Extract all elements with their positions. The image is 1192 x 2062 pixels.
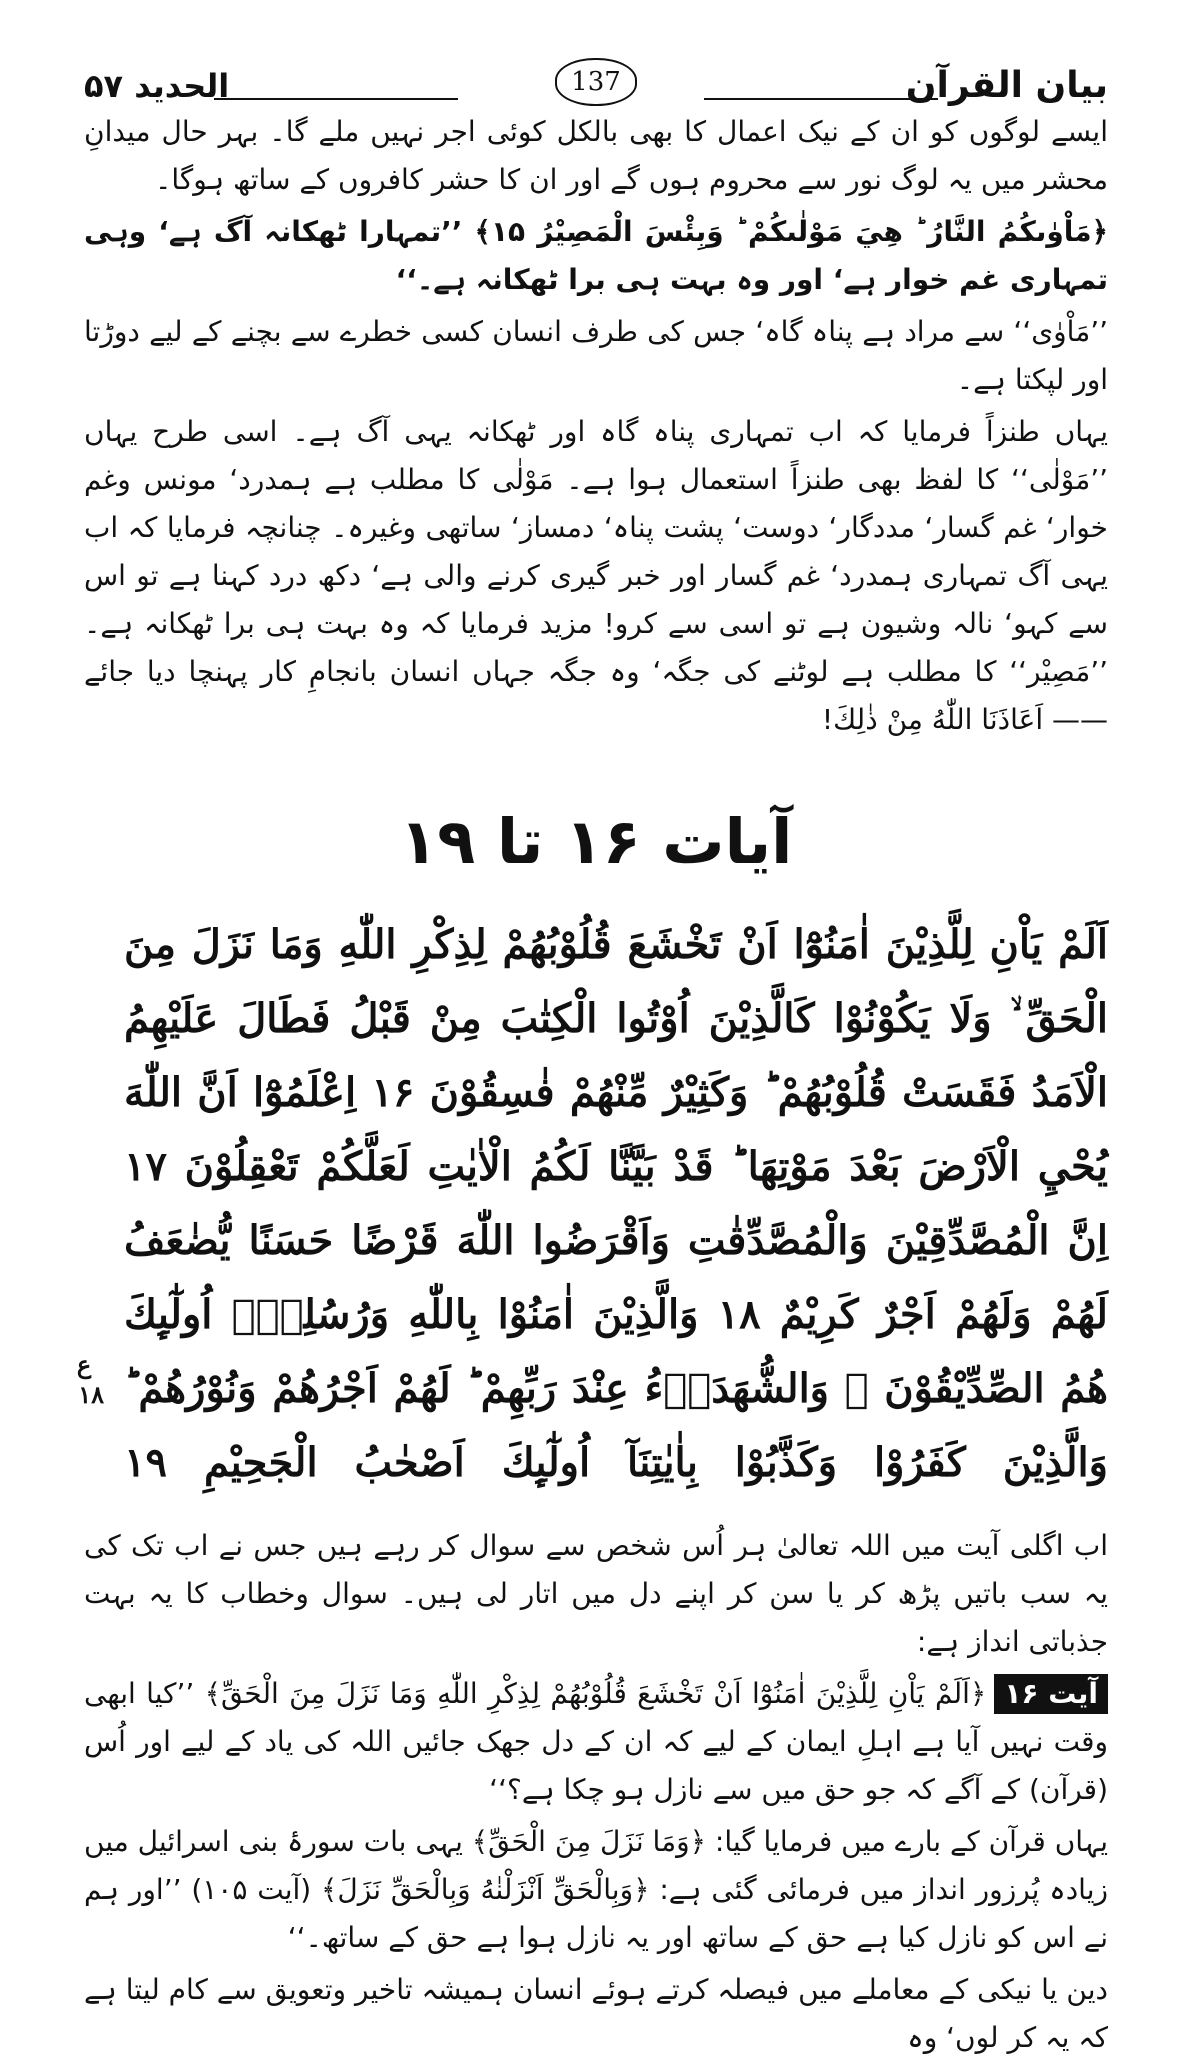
page-number: 137 <box>555 58 637 106</box>
page-header <box>84 40 1108 106</box>
intro-section <box>84 108 1108 744</box>
commentary-intro: اب اگلی آیت میں اللہ تعالیٰ ہر اُس شخص سے سوال کر رہے ہیں جس نے اب تک کی یہ سب باتیں پڑھ کر یا سن کر اپنے دل میں اتار لی ہیں۔ سوال وخطاب کا یہ بہت جذباتی انداز ہے: <box>84 1529 1108 1658</box>
verse-16-text: ﴿اَلَمْ يَاْنِ لِلَّذِيْنَ اٰمَنُوْٓا اَنْ تَخْشَعَ قُلُوْبُهُمْ لِذِكْرِ اللّٰهِ وَمَا نَزَلَ مِنَ الْحَقِّ﴾ ’’کیا ابھی وقت نہیں آیا ہے اہلِ ایمان کے لیے کہ ان کے دل جھک جائیں اللہ کی یاد کے لیے اور اُس (قرآن) کے آگے کہ جو حق میں سے نازل ہو چکا ہے؟‘‘ <box>84 1677 1108 1806</box>
book-title: بیان القرآن <box>905 65 1108 106</box>
intro-paragraph: ’’مَاْوٰی‘‘ سے مراد ہے پناہ گاہ‘ جس کی طرف انسان کسی خطرے سے بچنے کے لیے دوڑتا اور لپکتا ہے۔ <box>84 315 1108 396</box>
header-rule-left <box>214 98 458 100</box>
header-rule-right <box>704 98 938 100</box>
closing-paragraph: دین یا نیکی کے معاملے میں فیصلہ کرتے ہوئے انسان ہمیشہ تاخیر وتعویق سے کام لیتا ہے کہ یہ کر لوں‘ وہ <box>84 1973 1108 2054</box>
intro-paragraph: یہاں طنزاً فرمایا کہ اب تمہاری پناہ گاہ اور ٹھکانہ یہی آگ ہے۔ اسی طرح یہاں ’’مَوْلٰی‘‘ کا لفظ بھی طنزاً استعمال ہوا ہے۔ مَوْلٰی کا مطلب ہے ہمدرد‘ مونس وغم خوار‘ غم گسار‘ مددگار‘ دوست‘ پشت پناہ‘ دمساز‘ ساتھی وغیرہ۔ چنانچہ فرمایا کہ اب یہی آگ تمہاری ہمدرد‘ غم گسار اور خبر گیری کرنے والی ہے‘ دکھ درد کہنا ہے تو اس سے کہو‘ نالہ وشیون ہے تو اسی سے کرو! مزید فرمایا کہ وہ بہت ہی برا ٹھکانہ ہے۔ ’’مَصِيْر‘‘ کا مطلب ہے لوٹنے کی جگہ‘ وہ جگہ جہاں انسان بانجامِ کار پہنچا دیا جائے —— اَعَاذَنَا اللّٰهُ مِنْ ذٰلِكَ! <box>84 415 1108 736</box>
arabic-verses-block <box>76 908 1109 1500</box>
quoted-verse-15: ﴿مَاْوٰىكُمُ النَّارُ ؕ هِيَ مَوْلٰىكُمْ ؕ وَبِئْسَ الْمَصِيْرُ ۱۵﴾ ’’تمہارا ٹھکانہ آگ ہے‘ وہی تمہاری غم خوار ہے‘ اور وہ بہت ہی برا ٹھکانہ ہے۔‘‘ <box>84 215 1108 296</box>
surah-label: الحدید ۵۷ <box>84 67 230 105</box>
verse-label-badge: آیت ۱۶ <box>994 1674 1108 1714</box>
section-title: آیات ۱۶ تا ۱۹ <box>399 805 793 878</box>
closing-paragraph: یہاں قرآن کے بارے میں فرمایا گیا: ﴿وَمَا نَزَلَ مِنَ الْحَقِّ﴾ یہی بات سورۂ بنی اسرائیل میں زیادہ پُرزور انداز میں فرمائی گئی ہے: ﴿وَبِالْحَقِّ اَنْزَلْنٰهُ وَبِالْحَقِّ نَزَلَ﴾ (آیت ۱۰۵) ’’اور ہم نے اس کو نازل کیا ہے حق کے ساتھ اور یہ نازل ہوا ہے حق کے ساتھ۔‘‘ <box>84 1825 1109 1954</box>
arabic-verses-text: اَلَمْ يَاْنِ لِلَّذِيْنَ اٰمَنُوْٓا اَنْ تَخْشَعَ قُلُوْبُهُمْ لِذِكْرِ اللّٰهِ وَمَا نَزَلَ مِنَ الْحَقِّ ۙ وَلَا يَكُوْنُوْا كَالَّذِيْنَ اُوْتُوا الْكِتٰبَ مِنْ قَبْلُ فَطَالَ عَلَيْهِمُ الْاَمَدُ فَقَسَتْ قُلُوْبُهُمْ ؕ وَكَثِيْرٌ مِّنْهُمْ فٰسِقُوْنَ ۱۶ اِعْلَمُوْٓا اَنَّ اللّٰهَ يُحْيِ الْاَرْضَ بَعْدَ مَوْتِهَا ؕ قَدْ بَيَّنَّا لَكُمُ الْاٰيٰتِ لَعَلَّكُمْ تَعْقِلُوْنَ ۱۷ اِنَّ الْمُصَّدِّقِيْنَ وَالْمُصَّدِّقٰتِ وَاَقْرَضُوا اللّٰهَ قَرْضًا حَسَنًا يُّضٰعَفُ لَهُمْ وَلَهُمْ اَجْرٌ كَرِيْمٌ ۱۸ وَالَّذِيْنَ اٰمَنُوْا بِاللّٰهِ وَرُسُلِهٖٓ اُولٰٓىِٕكَ هُمُ الصِّدِّيْقُوْنَ ۖ وَالشُّهَدَاۗءُ عِنْدَ رَبِّهِمْ ؕ لَهُمْ اَجْرُهُمْ وَنُوْرُهُمْ ؕ وَالَّذِيْنَ كَفَرُوْا وَكَذَّبُوْا بِاٰيٰتِنَآ اُولٰٓىِٕكَ اَصْحٰبُ الْجَحِيْمِ ۱۹ <box>124 921 1109 1486</box>
intro-paragraph: ایسے لوگوں کو ان کے نیک اعمال کا بھی بالکل کوئی اجر نہیں ملے گا۔ بہر حال میدانِ محشر میں یہ لوگ نور سے محروم ہوں گے اور ان کا حشر کافروں کے ساتھ ہوگا۔ <box>84 115 1108 196</box>
commentary-section <box>84 1522 1108 2062</box>
verse-16-commentary <box>84 1670 1108 1814</box>
spacer <box>84 1500 1108 1522</box>
ruku-marker: ع ۱۸ <box>76 1350 104 1409</box>
